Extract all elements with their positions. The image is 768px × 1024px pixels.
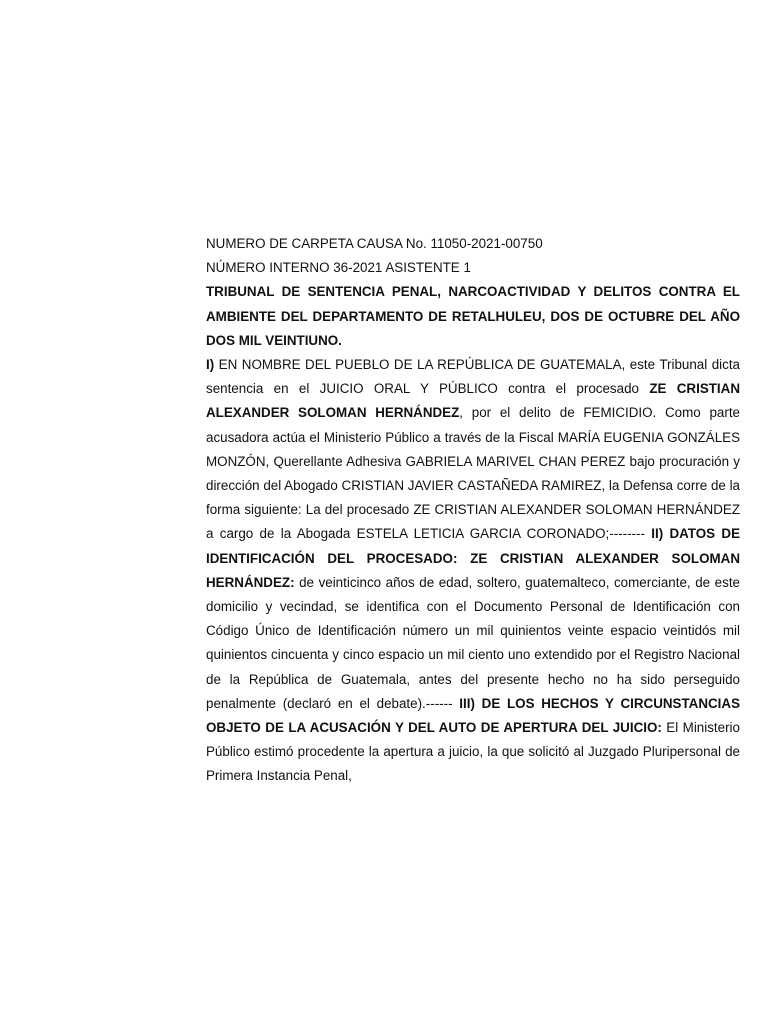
section-2-text: de veinticinco años de edad, soltero, guatemalteco, comerciante, de este domicilio y vecindad, se identifica con el Documento Personal de Identificación con Código Único de Identificación número un mil quinientos veinte espacio veintidós mil quinientos cincuenta y cinco espacio un mil ciento uno extendido por el Registro Nacional de la República de Guatemala, antes del presente hecho no ha sido perseguido penalmente (declaró en el debate).------ <box>206 574 740 711</box>
section-1-text-b: , por el delito de FEMICIDIO. Como parte acusadora actúa el Ministerio Público a través de la Fiscal MARÍA EUGENIA GONZÁLES MONZÓN, Querellante Adhesiva GABRIELA MARIVEL CHAN PEREZ bajo procuración y dirección del Abogado CRISTIAN JAVIER CASTAÑEDA RAMIREZ, la Defensa corre de la forma siguiente: La del procesado ZE CRISTIAN ALEXANDER SOLOMAN HERNÁNDEZ a cargo de la Abogada ESTELA LETICIA GARCIA CORONADO;-------- <box>206 405 740 542</box>
section-3-heading: III) DE LOS HECHOS Y CIRCUNSTANCIAS OBJETO DE LA ACUSACIÓN Y DEL AUTO DE APERTURA DEL JUICIO: <box>206 695 740 736</box>
section-1-text-a: EN NOMBRE DEL PUEBLO DE LA REPÚBLICA DE GUATEMALA, este Tribunal dicta sentencia en el JUICIO ORAL Y PÚBLICO contra el procesado <box>206 357 740 397</box>
case-file-number: NUMERO DE CARPETA CAUSA No. 11050-2021-00750 <box>206 236 543 251</box>
sentence-body <box>206 353 740 789</box>
document-page <box>206 232 740 789</box>
section-1-number: I) <box>206 357 215 373</box>
internal-number: NÚMERO INTERNO 36-2021 ASISTENTE 1 <box>206 260 471 276</box>
section-2-heading: II) DATOS DE IDENTIFICACIÓN DEL PROCESADO: ZE CRISTIAN ALEXANDER SOLOMAN HERNÁNDEZ: <box>206 526 740 590</box>
section-3-text: El Ministerio Público estimó procedente la apertura a juicio, la que solicitó al Juzgado Pluripersonal de Primera Instancia Penal, <box>206 720 740 784</box>
accused-name: ZE CRISTIAN ALEXANDER SOLOMAN HERNÁNDEZ <box>206 381 740 421</box>
tribunal-heading: TRIBUNAL DE SENTENCIA PENAL, NARCOACTIVIDAD Y DELITOS CONTRA EL AMBIENTE DEL DEPARTAMENTO DE RETALHULEU, DOS DE OCTUBRE DEL AÑO DOS MIL VEINTIUNO. <box>206 284 740 348</box>
